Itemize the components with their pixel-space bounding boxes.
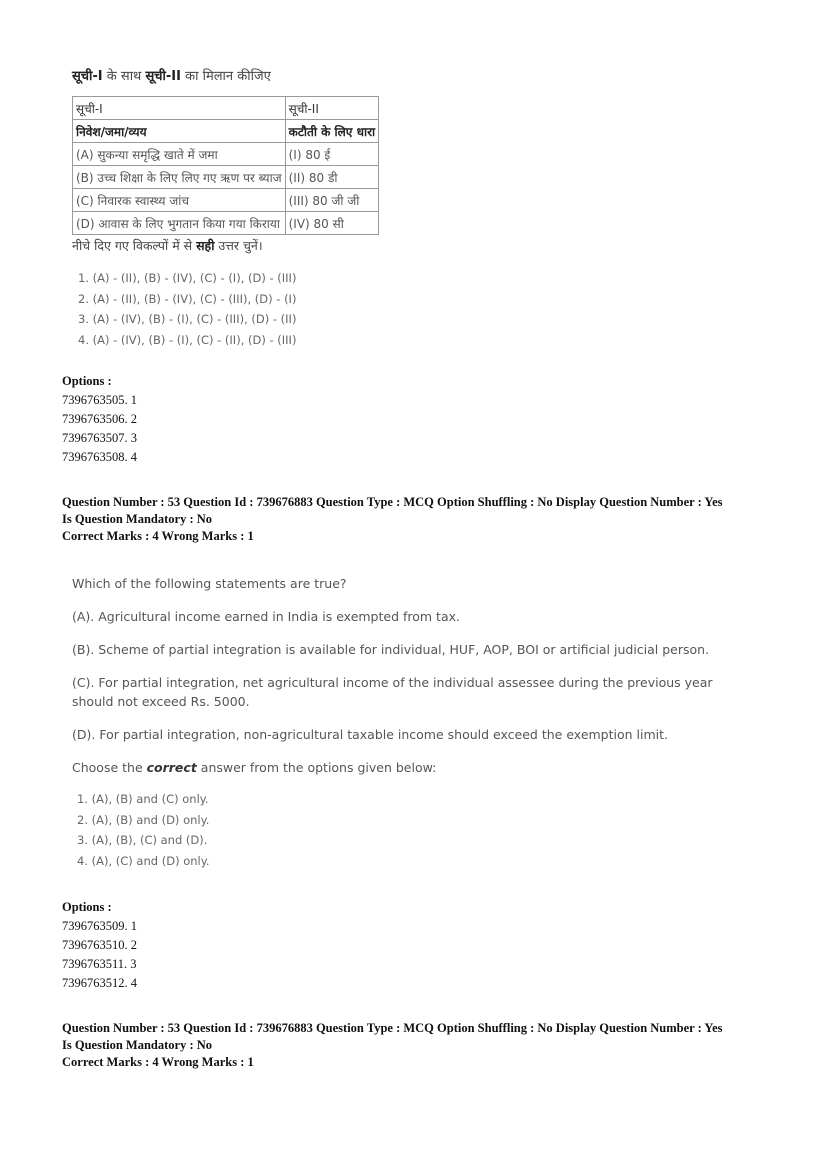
table-cell: (C) निवारक स्वास्थ्य जांच bbox=[73, 189, 286, 212]
table-subheader-row bbox=[73, 120, 379, 143]
options-label: Options : bbox=[62, 374, 112, 388]
choice-item: 2. (A), (B) and (D) only. bbox=[77, 812, 210, 827]
statement-item: (D). For partial integration, non-agricultural taxable income should exceed the exemption limit. bbox=[72, 727, 669, 742]
question-2-choices bbox=[72, 789, 712, 871]
table-cell: (A) सुकन्या समृद्धि खाते में जमा bbox=[73, 143, 286, 166]
option-id: 7396763508. 4 bbox=[62, 450, 137, 464]
table-header-cell: सूची-II bbox=[285, 97, 378, 120]
table-cell: (III) 80 जी जी bbox=[285, 189, 378, 212]
instruction-text: उत्तर चुनें। bbox=[214, 238, 263, 253]
statement-item: (C). For partial integration, net agricultural income of the individual assessee during the previous year should not exceed Rs. 5000. bbox=[72, 675, 713, 709]
question-1-choices bbox=[72, 268, 452, 350]
option-id: 7396763510. 2 bbox=[62, 938, 137, 952]
heading-tail: का मिलान कीजिए bbox=[180, 69, 271, 84]
list-1-label: सूची-I bbox=[72, 69, 103, 84]
question-meta-line: Question Number : 53 Question Id : 739676883 Question Type : MCQ Option Shuffling : No Display Question Number : Yes bbox=[62, 1021, 723, 1035]
table-cell: (I) 80 ई bbox=[285, 143, 378, 166]
statement-item: (A). Agricultural income earned in India is exempted from tax. bbox=[72, 609, 460, 624]
instruction-text: नीचे दिए गए विकल्पों में से bbox=[72, 238, 197, 253]
option-id: 7396763506. 2 bbox=[62, 412, 137, 426]
table-header-row bbox=[73, 97, 379, 120]
choice-item: 4. (A) - (IV), (B) - (I), (C) - (II), (D) - (III) bbox=[78, 332, 297, 347]
instruction-text: Choose the bbox=[72, 760, 147, 775]
choice-item: 4. (A), (C) and (D) only. bbox=[77, 853, 210, 868]
table-row bbox=[73, 166, 379, 189]
question-2-instruction bbox=[72, 758, 712, 777]
options-label: Options : bbox=[62, 900, 112, 914]
question-meta-2 bbox=[62, 1020, 723, 1071]
option-id: 7396763507. 3 bbox=[62, 431, 137, 445]
options-block-1 bbox=[62, 372, 137, 467]
instruction-text: answer from the options given below: bbox=[196, 760, 437, 775]
table-cell: (D) आवास के लिए भुगतान किया गया किराया bbox=[73, 212, 286, 235]
choice-item: 1. (A), (B) and (C) only. bbox=[77, 792, 209, 806]
instruction-emphasis: correct bbox=[146, 760, 197, 775]
question-1-heading bbox=[72, 66, 452, 84]
table-cell: (B) उच्च शिक्षा के लिए लिए गए ऋण पर ब्याज bbox=[73, 166, 286, 189]
choice-item: 2. (A) - (II), (B) - (IV), (C) - (III), (D) - (I) bbox=[78, 291, 297, 306]
table-subheader-cell: निवेश/जमा/व्यय bbox=[73, 120, 286, 143]
match-table bbox=[72, 96, 379, 235]
question-meta-line: Question Number : 53 Question Id : 739676883 Question Type : MCQ Option Shuffling : No Display Question Number : Yes bbox=[62, 495, 723, 509]
question-2-prompt: Which of the following statements are true? bbox=[72, 576, 347, 591]
question-1-image bbox=[72, 66, 452, 350]
option-id: 7396763512. 4 bbox=[62, 976, 137, 990]
table-row bbox=[73, 189, 379, 212]
table-cell: (II) 80 डी bbox=[285, 166, 378, 189]
question-marks: Correct Marks : 4 Wrong Marks : 1 bbox=[62, 1055, 254, 1069]
table-subheader-cell: कटौती के लिए धारा bbox=[285, 120, 378, 143]
question-1-instruction bbox=[72, 237, 452, 254]
table-row bbox=[73, 212, 379, 235]
option-id: 7396763511. 3 bbox=[62, 957, 137, 971]
question-meta-line: Is Question Mandatory : No bbox=[62, 512, 213, 526]
list-2-label: सूची-II bbox=[145, 69, 181, 84]
heading-connector: के साथ bbox=[102, 69, 146, 84]
choice-item: 3. (A), (B), (C) and (D). bbox=[77, 833, 208, 847]
table-header-cell: सूची-I bbox=[73, 97, 286, 120]
table-cell: (IV) 80 सी bbox=[285, 212, 378, 235]
question-2-image bbox=[72, 574, 712, 871]
choice-item: 1. (A) - (II), (B) - (IV), (C) - (I), (D) - (III) bbox=[78, 271, 297, 285]
statement-item: (B). Scheme of partial integration is available for individual, HUF, AOP, BOI or artificial judicial person. bbox=[72, 642, 710, 657]
table-row bbox=[73, 143, 379, 166]
choice-item: 3. (A) - (IV), (B) - (I), (C) - (III), (D) - (II) bbox=[78, 312, 297, 326]
instruction-emphasis: सही bbox=[196, 238, 215, 253]
question-meta-line: Is Question Mandatory : No bbox=[62, 1038, 213, 1052]
option-id: 7396763505. 1 bbox=[62, 393, 137, 407]
option-id: 7396763509. 1 bbox=[62, 919, 137, 933]
options-block-2 bbox=[62, 898, 137, 993]
question-marks: Correct Marks : 4 Wrong Marks : 1 bbox=[62, 529, 254, 543]
question-meta-1 bbox=[62, 494, 723, 545]
